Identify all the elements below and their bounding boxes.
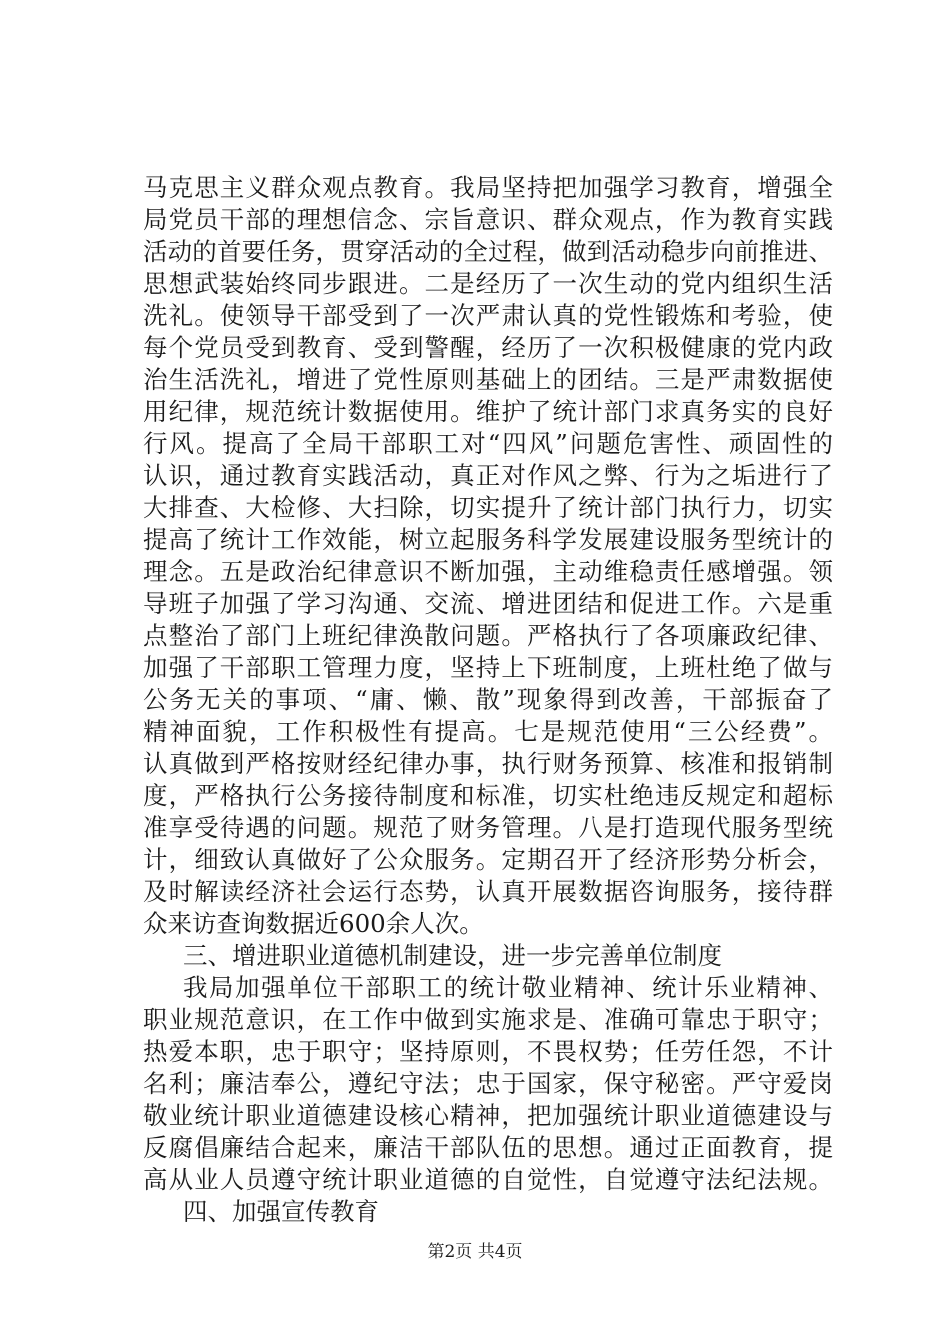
paragraph-line: 反腐倡廉结合起来，廉洁干部队伍的思想。通过正面教育，提 (143, 1133, 833, 1162)
paragraph-line: 洗礼。使领导干部受到了一次严肃认真的党性锻炼和考验，使 (143, 301, 833, 330)
paragraph-line: 治生活洗礼，增进了党性原则基础上的团结。三是严肃数据使 (143, 365, 833, 394)
body-text (143, 172, 833, 1228)
section-heading: 四、加强宣传教育 (183, 1197, 379, 1226)
paragraph-line: 局党员干部的理想信念、宗旨意识、群众观点，作为教育实践 (143, 205, 833, 234)
paragraph-line: 及时解读经济社会运行态势，认真开展数据咨询服务，接待群 (143, 877, 833, 906)
paragraph-line: 公务无关的事项、“庸、懒、散”现象得到改善，干部振奋了 (143, 685, 833, 714)
paragraph-line: 认真做到严格按财经纪律办事，执行财务预算、核准和报销制 (143, 749, 833, 778)
paragraph-line: 我局加强单位干部职工的统计敬业精神、统计乐业精神、 (183, 973, 833, 1002)
paragraph-line: 热爱本职，忠于职守；坚持原则，不畏权势；任劳任怨，不计 (143, 1037, 833, 1066)
paragraph-line: 用纪律，规范统计数据使用。维护了统计部门求真务实的良好 (143, 397, 833, 426)
paragraph-line: 活动的首要任务，贯穿活动的全过程，做到活动稳步向前推进、 (143, 237, 833, 266)
paragraph-line: 提高了统计工作效能，树立起服务科学发展建设服务型统计的 (143, 525, 833, 554)
paragraph-line: 敬业统计职业道德建设核心精神，把加强统计职业道德建设与 (143, 1101, 833, 1130)
paragraph-line: 准享受待遇的问题。规范了财务管理。八是打造现代服务型统 (143, 813, 833, 842)
paragraph-line: 众来访查询数据近600余人次。 (143, 909, 484, 938)
paragraph-line: 认识，通过教育实践活动，真正对作风之弊、行为之垢进行了 (143, 461, 833, 490)
paragraph-line: 点整治了部门上班纪律涣散问题。严格执行了各项廉政纪律、 (143, 621, 833, 650)
paragraph-line: 每个党员受到教育、受到警醒，经历了一次积极健康的党内政 (143, 333, 833, 362)
paragraph-line: 名利；廉洁奉公，遵纪守法；忠于国家，保守秘密。严守爱岗 (143, 1069, 833, 1098)
paragraph-line: 马克思主义群众观点教育。我局坚持把加强学习教育，增强全 (143, 173, 833, 202)
paragraph-line: 理念。五是政治纪律意识不断加强，主动维稳责任感增强。领 (143, 557, 833, 586)
paragraph-line: 加强了干部职工管理力度，坚持上下班制度，上班杜绝了做与 (143, 653, 833, 682)
paragraph-line: 大排查、大检修、大扫除，切实提升了统计部门执行力，切实 (143, 493, 833, 522)
page-number: 第2页 共4页 (427, 1242, 523, 1262)
paragraph-line: 导班子加强了学习沟通、交流、增进团结和促进工作。六是重 (143, 589, 833, 618)
section-heading: 三、增进职业道德机制建设，进一步完善单位制度 (183, 941, 722, 970)
paragraph-line: 精神面貌，工作积极性有提高。七是规范使用“三公经费”。 (143, 717, 833, 746)
paragraph-line: 计，细致认真做好了公众服务。定期召开了经济形势分析会， (143, 845, 833, 874)
paragraph-line: 高从业人员遵守统计职业道德的自觉性，自觉遵守法纪法规。 (143, 1165, 833, 1194)
paragraph-line: 思想武装始终同步跟进。二是经历了一次生动的党内组织生活 (143, 269, 833, 298)
paragraph-line: 职业规范意识，在工作中做到实施求是、准确可靠忠于职守； (143, 1005, 833, 1034)
paragraph-line: 度，严格执行公务接待制度和标准，切实杜绝违反规定和超标 (143, 781, 833, 810)
paragraph-line: 行风。提高了全局干部职工对“四风”问题危害性、顽固性的 (143, 429, 833, 458)
